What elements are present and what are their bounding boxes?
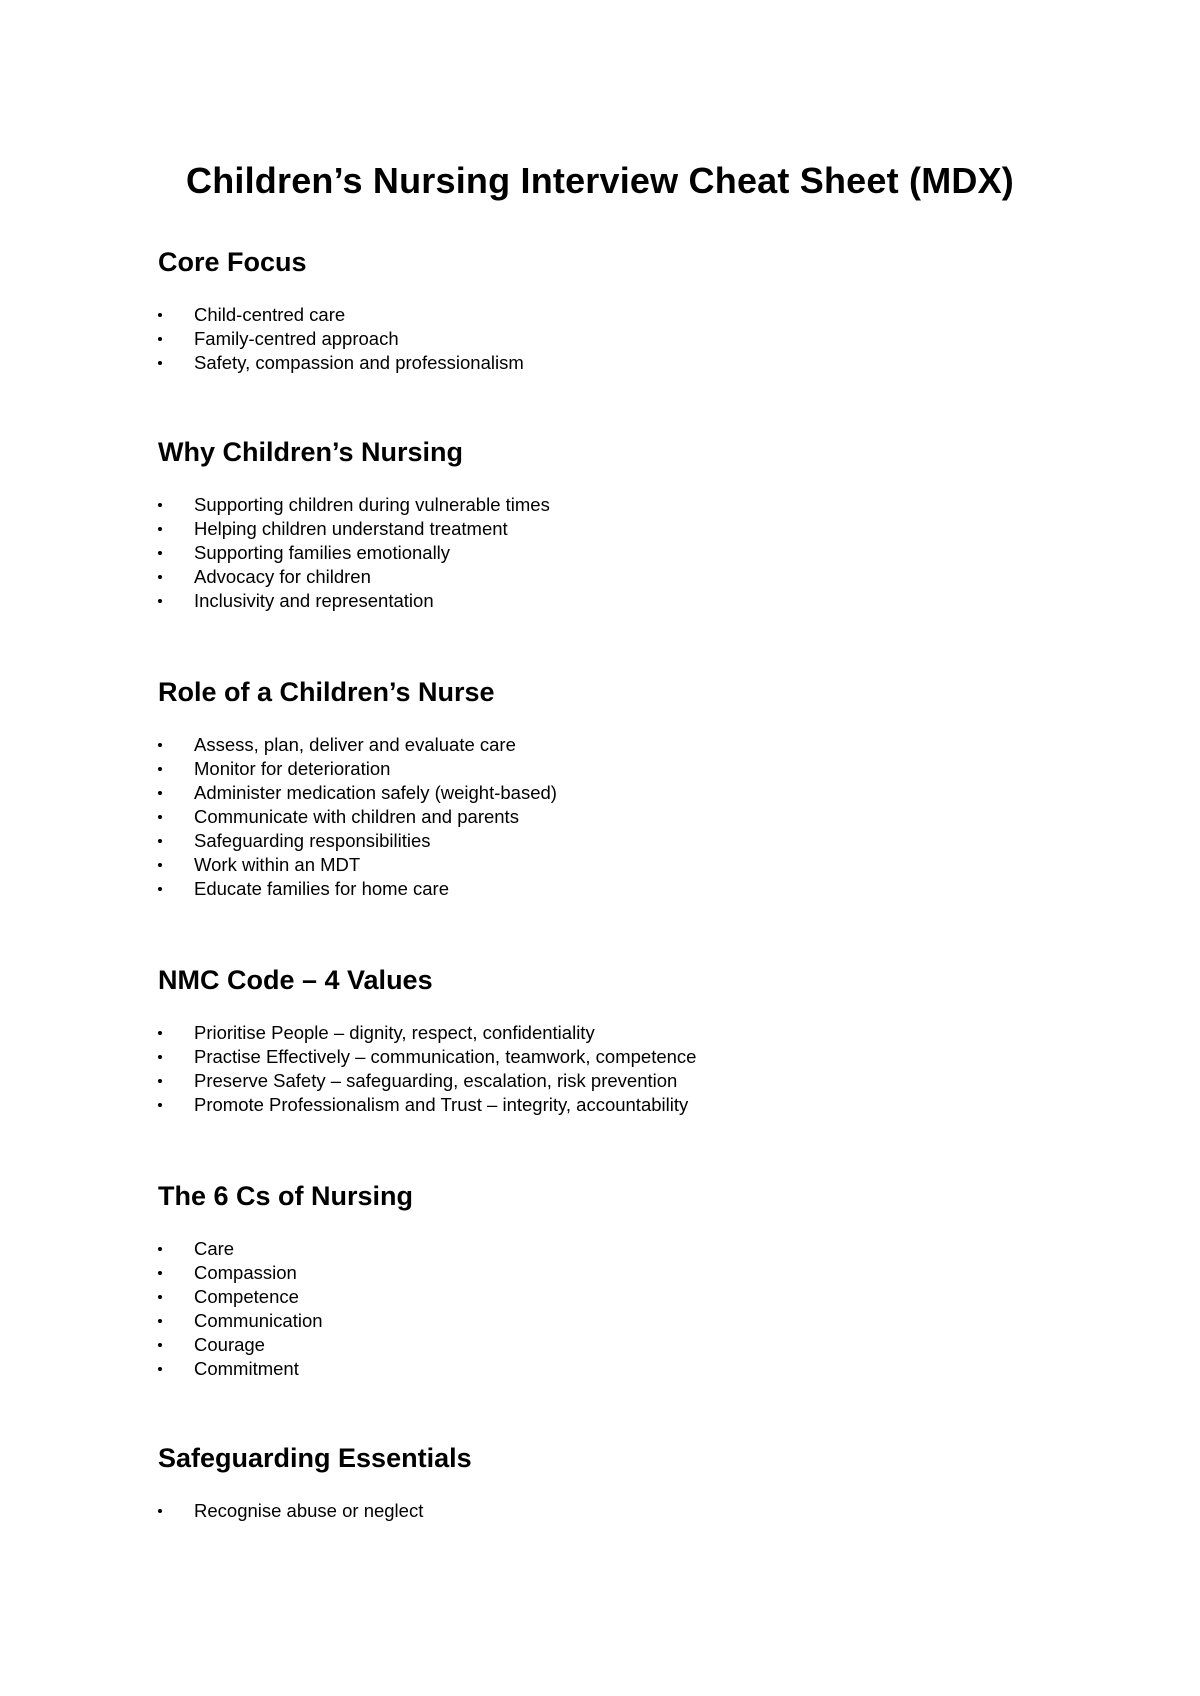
list-item-text: Compassion	[194, 1262, 297, 1283]
bullet-icon	[158, 863, 162, 867]
section-core-focus	[158, 246, 1058, 375]
list-item-text: Advocacy for children	[194, 566, 371, 587]
list-item-text: Family-centred approach	[194, 328, 399, 349]
bullet-list	[158, 1021, 1058, 1117]
section-safeguarding-essentials	[158, 1442, 1058, 1523]
list-item-text: Recognise abuse or neglect	[194, 1500, 424, 1521]
list-item-text: Administer medication safely (weight-based)	[194, 782, 557, 803]
list-item-text: Promote Professionalism and Trust – integrity, accountability	[194, 1094, 689, 1115]
list-item-text: Preserve Safety – safeguarding, escalation, risk prevention	[194, 1070, 678, 1091]
list-item-text: Safety, compassion and professionalism	[194, 352, 524, 373]
list-item	[158, 1021, 1058, 1045]
list-item	[158, 1499, 1058, 1523]
list-item	[158, 877, 1058, 901]
bullet-icon	[158, 503, 162, 507]
list-item	[158, 1045, 1058, 1069]
list-item	[158, 1093, 1058, 1117]
bullet-icon	[158, 767, 162, 771]
bullet-icon	[158, 1055, 162, 1059]
bullet-icon	[158, 337, 162, 341]
section-heading: NMC Code – 4 Values	[158, 965, 433, 995]
list-item-text: Helping children understand treatment	[194, 518, 508, 539]
bullet-icon	[158, 1271, 162, 1275]
list-item	[158, 1285, 1058, 1309]
list-item	[158, 829, 1058, 853]
list-item-text: Monitor for deterioration	[194, 758, 391, 779]
list-item	[158, 327, 1058, 351]
list-item	[158, 1237, 1058, 1261]
list-item-text: Supporting children during vulnerable times	[194, 494, 550, 515]
section-heading: Role of a Children’s Nurse	[158, 677, 495, 707]
list-item	[158, 853, 1058, 877]
bullet-icon	[158, 1343, 162, 1347]
bullet-icon	[158, 551, 162, 555]
list-item	[158, 517, 1058, 541]
list-item	[158, 805, 1058, 829]
list-item-text: Supporting families emotionally	[194, 542, 451, 563]
list-item-text: Communicate with children and parents	[194, 806, 519, 827]
bullet-icon	[158, 1103, 162, 1107]
list-item-text: Commitment	[194, 1358, 299, 1379]
section-why-childrens-nursing	[158, 436, 1058, 613]
list-item-text: Safeguarding responsibilities	[194, 830, 431, 851]
list-item	[158, 1309, 1058, 1333]
bullet-icon	[158, 1079, 162, 1083]
bullet-icon	[158, 839, 162, 843]
bullet-icon	[158, 1367, 162, 1371]
list-item	[158, 733, 1058, 757]
section-heading: Core Focus	[158, 247, 307, 277]
list-item-text: Competence	[194, 1286, 299, 1307]
bullet-list	[158, 493, 1058, 613]
bullet-icon	[158, 527, 162, 531]
list-item	[158, 589, 1058, 613]
bullet-icon	[158, 1509, 162, 1513]
bullet-icon	[158, 1247, 162, 1251]
page-title: Children’s Nursing Interview Cheat Sheet (MDX)	[186, 160, 1014, 201]
bullet-icon	[158, 887, 162, 891]
bullet-icon	[158, 575, 162, 579]
section-nmc-code	[158, 964, 1058, 1117]
list-item	[158, 1333, 1058, 1357]
list-item-text: Child-centred care	[194, 304, 346, 325]
section-heading: Safeguarding Essentials	[158, 1443, 472, 1473]
bullet-icon	[158, 815, 162, 819]
bullet-icon	[158, 743, 162, 747]
bullet-icon	[158, 1031, 162, 1035]
bullet-icon	[158, 791, 162, 795]
list-item	[158, 781, 1058, 805]
list-item	[158, 1261, 1058, 1285]
list-item-text: Communication	[194, 1310, 323, 1331]
list-item	[158, 351, 1058, 375]
bullet-list	[158, 1237, 1058, 1381]
list-item-text: Work within an MDT	[194, 854, 361, 875]
list-item	[158, 1069, 1058, 1093]
list-item	[158, 1357, 1058, 1381]
list-item-text: Assess, plan, deliver and evaluate care	[194, 734, 516, 755]
bullet-icon	[158, 1319, 162, 1323]
section-six-cs	[158, 1180, 1058, 1381]
bullet-list	[158, 1499, 1058, 1523]
list-item	[158, 565, 1058, 589]
list-item-text: Prioritise People – dignity, respect, confidentiality	[194, 1022, 595, 1043]
list-item	[158, 493, 1058, 517]
list-item	[158, 303, 1058, 327]
section-heading: The 6 Cs of Nursing	[158, 1181, 414, 1211]
bullet-list	[158, 303, 1058, 375]
list-item-text: Courage	[194, 1334, 265, 1355]
bullet-icon	[158, 361, 162, 365]
bullet-list	[158, 733, 1058, 901]
section-role-of-childrens-nurse	[158, 676, 1058, 901]
bullet-icon	[158, 313, 162, 317]
bullet-icon	[158, 599, 162, 603]
section-heading: Why Children’s Nursing	[158, 437, 464, 467]
list-item-text: Educate families for home care	[194, 878, 450, 899]
list-item-text: Inclusivity and representation	[194, 590, 434, 611]
list-item-text: Practise Effectively – communication, teamwork, competence	[194, 1046, 697, 1067]
list-item-text: Care	[194, 1238, 235, 1259]
bullet-icon	[158, 1295, 162, 1299]
list-item	[158, 541, 1058, 565]
list-item	[158, 757, 1058, 781]
